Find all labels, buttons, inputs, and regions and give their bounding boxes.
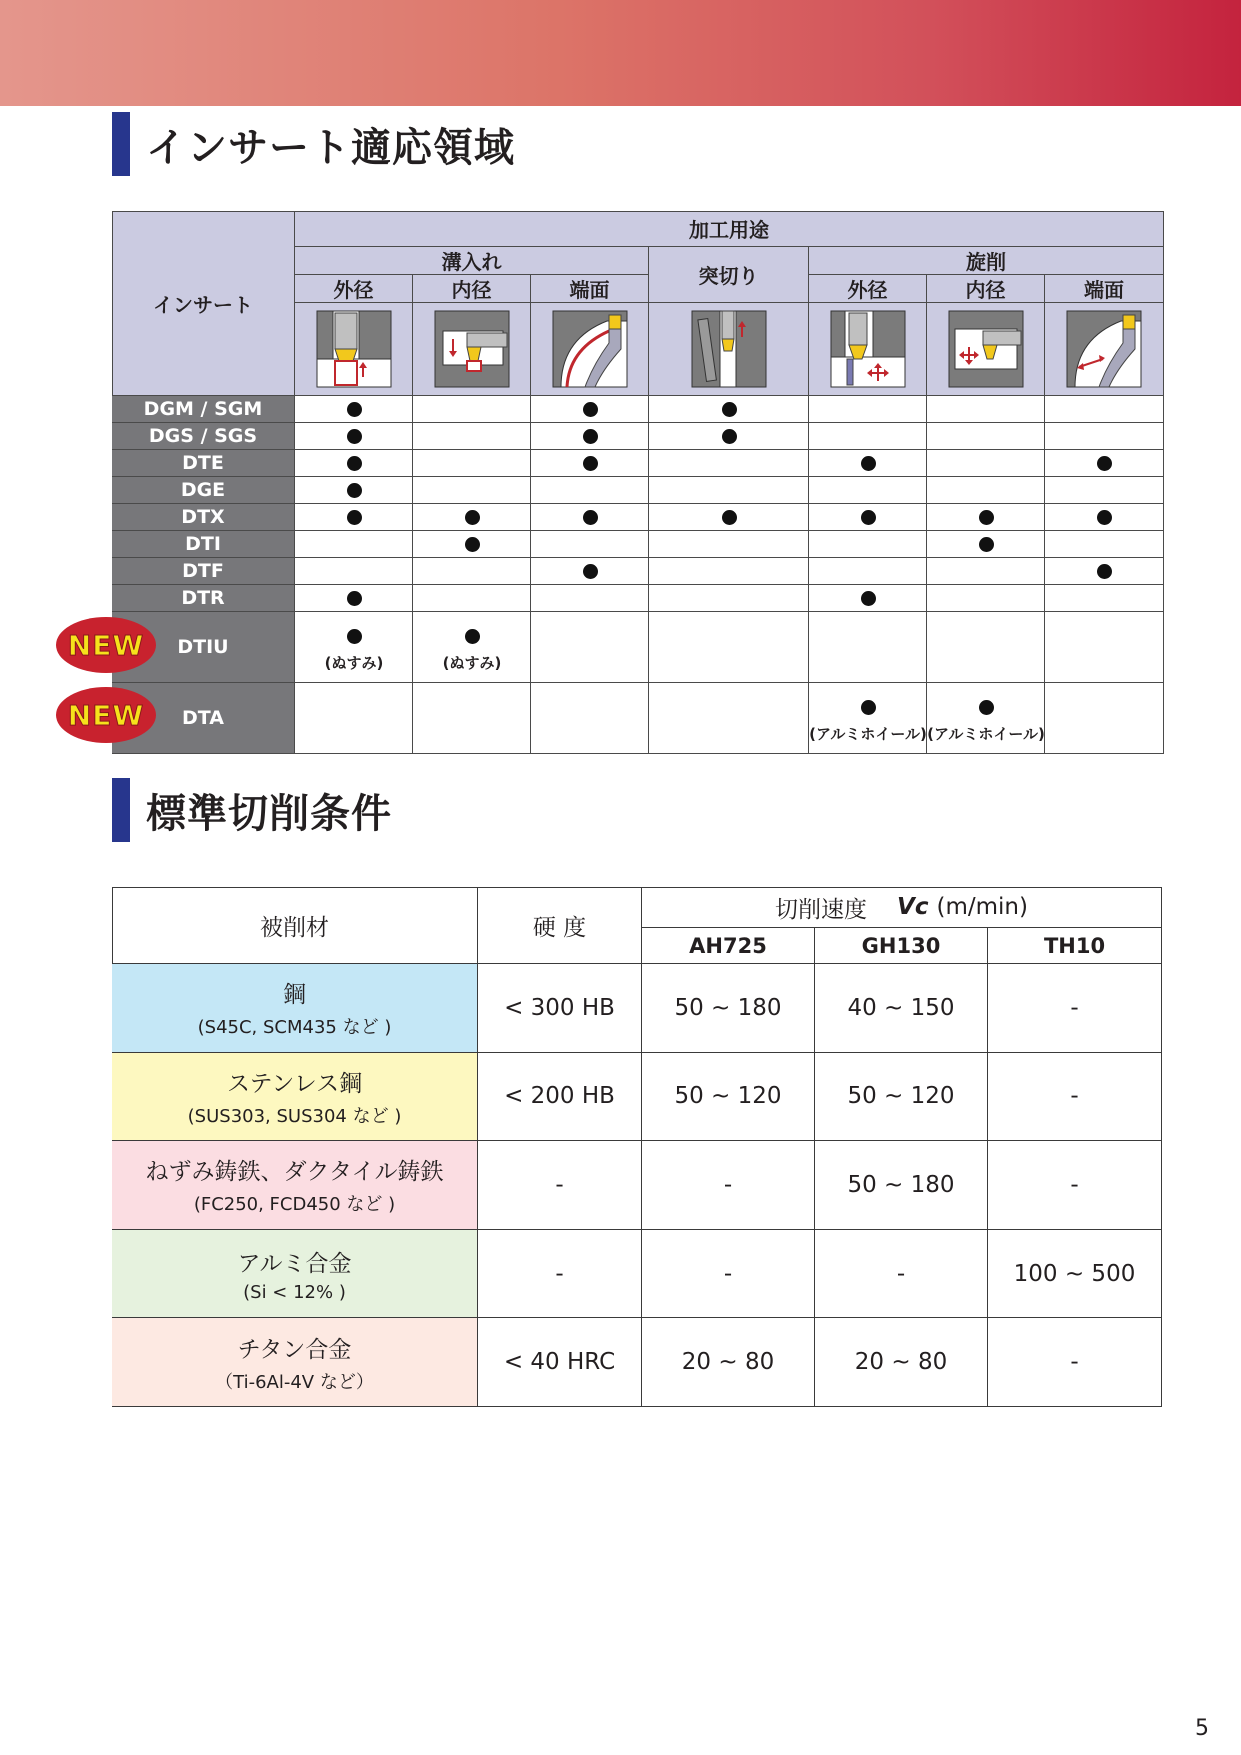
applicable-mark — [1097, 456, 1112, 471]
applicability-cell — [1045, 477, 1164, 504]
applicable-mark — [347, 402, 362, 417]
subheader-turning-face: 端面 — [1045, 275, 1164, 303]
insert-name: DTE — [112, 450, 295, 477]
applicability-cell — [531, 531, 649, 558]
speed-unit: (m/min) — [936, 894, 1028, 920]
applicable-mark — [465, 629, 480, 644]
applicable-mark — [583, 402, 598, 417]
speed-value-cell: - — [988, 1141, 1162, 1230]
speed-value-cell: 50 ~ 180 — [815, 1141, 988, 1230]
material-name: ステンレス鋼 — [226, 1070, 363, 1097]
material-cell — [112, 1318, 478, 1407]
applicability-cell — [413, 396, 531, 423]
grooving-external-icon — [295, 303, 413, 396]
header-grooving: 溝入れ — [295, 247, 649, 275]
applicability-cell — [927, 396, 1045, 423]
applicable-mark — [979, 510, 994, 525]
material-example: (SUS303, SUS304 など ) — [187, 1105, 402, 1127]
title-bar — [112, 112, 130, 176]
subheader-grooving-id: 内径 — [413, 275, 531, 303]
subheader-turning-id: 内径 — [927, 275, 1045, 303]
applicable-mark — [347, 456, 362, 471]
applicability-cell — [531, 477, 649, 504]
header-cutting-speed — [642, 887, 1162, 928]
speed-value-cell: 50 ~ 180 — [642, 964, 815, 1053]
mark-note: (ぬすみ) — [324, 654, 384, 672]
applicable-mark — [1097, 564, 1112, 579]
applicable-mark — [583, 456, 598, 471]
applicability-cell — [927, 585, 1045, 612]
applicable-mark — [347, 510, 362, 525]
applicability-cell — [809, 558, 927, 585]
applicability-cell — [413, 450, 531, 477]
applicability-cell — [927, 477, 1045, 504]
applicable-mark — [722, 429, 737, 444]
applicability-cell — [927, 612, 1045, 683]
applicability-cell — [295, 558, 413, 585]
turning-internal-icon — [927, 303, 1045, 396]
material-name: アルミ合金 — [237, 1250, 352, 1277]
applicability-cell — [927, 558, 1045, 585]
speed-label: 切削速度 — [775, 896, 868, 923]
applicability-cell — [295, 531, 413, 558]
hardness-cell: < 200 HB — [478, 1053, 642, 1142]
applicable-mark — [861, 700, 876, 715]
title-bar — [112, 778, 130, 842]
grade-th10: TH10 — [988, 928, 1162, 964]
material-example: (FC250, FCD450 など ) — [193, 1194, 396, 1216]
header-material: 被削材 — [112, 887, 478, 964]
material-name: ねずみ鋳鉄、ダクタイル鋳鉄 — [145, 1159, 444, 1186]
grooving-internal-icon — [413, 303, 531, 396]
section-title-insert-range — [112, 111, 515, 177]
hardness-cell: < 300 HB — [478, 964, 642, 1053]
applicable-mark — [583, 429, 598, 444]
applicable-mark — [861, 510, 876, 525]
speed-value-cell: - — [988, 1053, 1162, 1142]
mark-note: (ぬすみ) — [442, 654, 502, 672]
applicability-cell — [1045, 531, 1164, 558]
material-cell — [112, 1141, 478, 1230]
insert-name: DGM / SGM — [112, 396, 295, 423]
section-title-text: インサート適応領域 — [146, 124, 515, 171]
applicability-cell — [1045, 396, 1164, 423]
speed-value-cell: 50 ~ 120 — [642, 1053, 815, 1142]
new-badge-dta — [56, 687, 156, 743]
cutting-conditions-table — [112, 887, 1162, 1407]
header-band — [0, 0, 1241, 106]
hardness-cell: - — [478, 1230, 642, 1319]
material-example: （Ti-6Al-4V など） — [215, 1371, 374, 1393]
turning-face-icon — [1045, 303, 1164, 396]
applicable-mark — [979, 537, 994, 552]
section-title-text: 標準切削条件 — [146, 790, 392, 837]
subheader-grooving-face: 端面 — [531, 275, 649, 303]
speed-value-cell: - — [988, 1318, 1162, 1407]
applicable-mark — [1097, 510, 1112, 525]
section-title-cutting-conditions — [112, 777, 392, 843]
applicability-cell — [649, 612, 809, 683]
applicability-cell — [1045, 612, 1164, 683]
applicable-mark — [347, 483, 362, 498]
speed-value-cell: 50 ~ 120 — [815, 1053, 988, 1142]
speed-value-cell: 20 ~ 80 — [815, 1318, 988, 1407]
insert-name: DTX — [112, 504, 295, 531]
header-hardness: 硬 度 — [478, 887, 642, 964]
page-number: 5 — [1195, 1716, 1209, 1741]
applicable-mark — [583, 564, 598, 579]
applicability-cell — [927, 423, 1045, 450]
speed-value-cell: - — [815, 1230, 988, 1319]
hardness-cell: < 40 HRC — [478, 1318, 642, 1407]
header-insert: インサート — [112, 211, 295, 396]
subheader-grooving-od: 外径 — [295, 275, 413, 303]
applicability-cell — [413, 683, 531, 754]
applicable-mark — [861, 591, 876, 606]
applicable-mark — [861, 456, 876, 471]
mark-note: (アルミホイール) — [809, 725, 927, 743]
applicability-cell — [649, 683, 809, 754]
material-name: 鋼 — [283, 982, 306, 1009]
speed-value-cell: 40 ~ 150 — [815, 964, 988, 1053]
applicability-cell — [649, 558, 809, 585]
material-name: チタン合金 — [237, 1336, 352, 1363]
applicability-cell — [1045, 585, 1164, 612]
insert-name: DTF — [112, 558, 295, 585]
applicability-cell — [649, 477, 809, 504]
insert-application-table — [112, 211, 1164, 753]
header-parting: 突切り — [649, 247, 809, 303]
speed-value-cell: - — [988, 964, 1162, 1053]
applicable-mark — [583, 510, 598, 525]
applicable-mark — [465, 510, 480, 525]
insert-name: DTIU — [112, 612, 295, 683]
hardness-cell: - — [478, 1141, 642, 1230]
applicability-cell — [649, 450, 809, 477]
applicability-cell — [413, 423, 531, 450]
grade-ah725: AH725 — [642, 928, 815, 964]
applicable-mark — [722, 510, 737, 525]
applicability-cell — [531, 585, 649, 612]
applicability-cell — [1045, 683, 1164, 754]
subheader-turning-od: 外径 — [809, 275, 927, 303]
applicability-cell — [809, 612, 927, 683]
material-example: (Si < 12% ) — [243, 1281, 346, 1303]
applicability-cell — [809, 531, 927, 558]
applicable-mark — [722, 402, 737, 417]
applicability-cell — [809, 396, 927, 423]
insert-name: DTI — [112, 531, 295, 558]
material-example: (S45C, SCM435 など ) — [197, 1017, 392, 1039]
applicability-cell — [649, 585, 809, 612]
applicability-cell — [413, 477, 531, 504]
applicability-cell — [531, 683, 649, 754]
applicability-cell — [809, 477, 927, 504]
turning-external-icon — [809, 303, 927, 396]
applicability-cell — [295, 683, 413, 754]
insert-name: DTR — [112, 585, 295, 612]
applicability-cell — [413, 558, 531, 585]
new-badge-text: NEW — [67, 698, 145, 732]
header-application: 加工用途 — [295, 211, 1164, 247]
insert-name: DGE — [112, 477, 295, 504]
speed-value-cell: 20 ~ 80 — [642, 1318, 815, 1407]
header-turning: 旋削 — [809, 247, 1164, 275]
applicability-cell — [649, 531, 809, 558]
material-cell — [112, 1230, 478, 1319]
material-cell — [112, 1053, 478, 1142]
applicability-cell — [1045, 423, 1164, 450]
applicable-mark — [979, 700, 994, 715]
applicable-mark — [347, 629, 362, 644]
parting-icon — [649, 303, 809, 396]
material-cell — [112, 964, 478, 1053]
applicability-cell — [809, 423, 927, 450]
speed-value-cell: - — [642, 1141, 815, 1230]
insert-name: DTA — [112, 683, 295, 754]
new-badge-dtiu — [56, 617, 156, 673]
applicable-mark — [465, 537, 480, 552]
mark-note: (アルミホイール) — [927, 725, 1045, 743]
insert-name: DGS / SGS — [112, 423, 295, 450]
applicability-cell — [531, 612, 649, 683]
grooving-face-icon — [531, 303, 649, 396]
applicability-cell — [927, 450, 1045, 477]
applicable-mark — [347, 429, 362, 444]
new-badge-text: NEW — [67, 628, 145, 662]
speed-value-cell: 100 ~ 500 — [988, 1230, 1162, 1319]
applicable-mark — [347, 591, 362, 606]
grade-gh130: GH130 — [815, 928, 988, 964]
speed-value-cell: - — [642, 1230, 815, 1319]
applicability-cell — [413, 585, 531, 612]
speed-symbol: Vc — [897, 894, 929, 920]
